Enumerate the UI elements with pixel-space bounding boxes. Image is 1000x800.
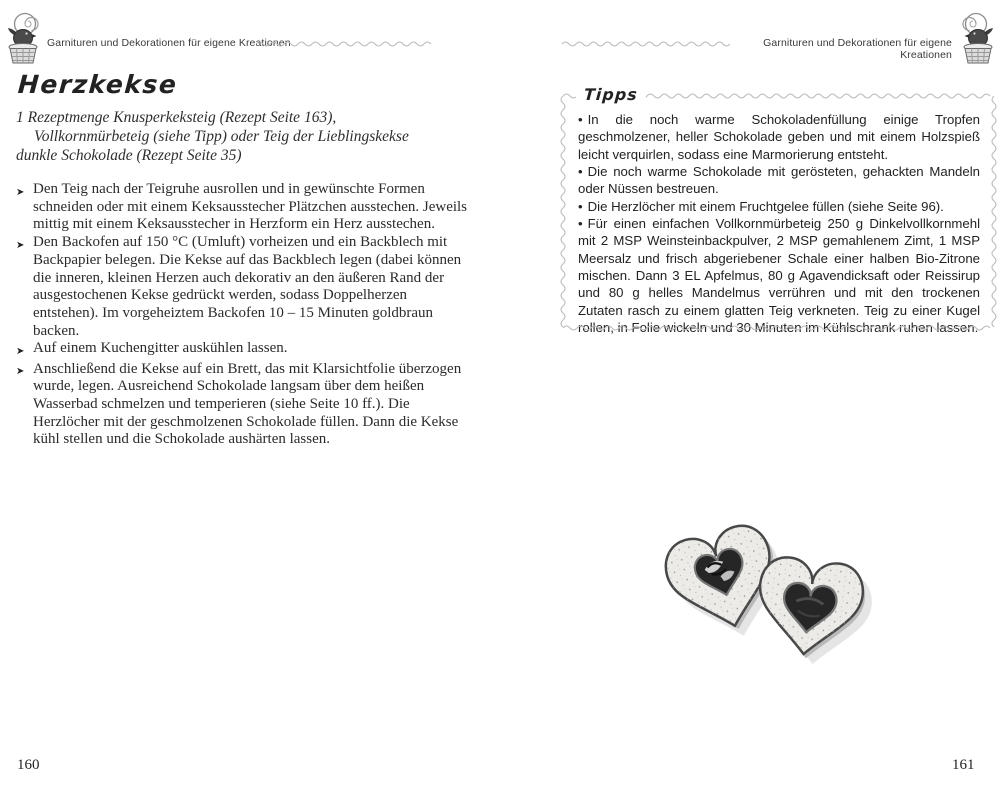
tip-item <box>578 111 980 163</box>
heart-cookies-illustration <box>652 522 882 702</box>
tips-list <box>578 111 980 336</box>
arrow-bullet-icon: ➤ <box>16 345 25 357</box>
tip-item <box>578 215 980 336</box>
intro-line: 1 Rezeptmenge Knusperkeksteig (Rezept Seite 163), <box>16 109 337 126</box>
wavy-divider <box>256 40 436 48</box>
instruction-step <box>16 181 468 234</box>
dot-bullet-icon: • <box>578 216 583 232</box>
intro-line: Vollkornmürbeteig (siehe Tipp) oder Teig der Lieblingskekse <box>34 128 409 145</box>
arrow-bullet-icon: ➤ <box>16 186 25 198</box>
mascot-bird-in-basket-icon <box>953 11 999 67</box>
page-number-right: 161 <box>952 757 975 773</box>
tip-text: In die noch warme Schokoladenfüllung einige Tropfen geschmolzener, heller Schokolade geben und mit einem Holzspieß leicht verquirlen, sodass eine Marmorierung entsteht. <box>578 112 980 162</box>
tip-text: Die noch warme Schokolade mit gerösteten, gehackten Mandeln oder Nüssen bestreuen. <box>578 164 980 197</box>
dot-bullet-icon: • <box>578 112 583 127</box>
tips-border-bottom <box>563 324 994 332</box>
step-text: Den Backofen auf 150 °C (Umluft) vorheizen und ein Backblech mit Backpapier belegen. Die Kekse auf das Backblech legen (dabei können die inneren, kleinen Herzen auch dekorativ an den äußeren Rand der ausgestochenen Kekse gedrückt werden, sodass Doppelherzen entstehen). Im vorgeheiztem Backofen 10 – 15 Minuten goldbraun backen. <box>33 234 462 339</box>
instruction-step <box>16 234 468 340</box>
arrow-bullet-icon: ➤ <box>16 366 25 378</box>
tip-text: Die Herzlöcher mit einem Fruchtgelee füllen (siehe Seite 96). <box>587 198 944 214</box>
wavy-divider <box>562 40 730 48</box>
step-text: Anschließend die Kekse auf ein Brett, das mit Klarsichtfolie überzogen wurde, legen. Ausreichend Schokolade langsam über dem heißen Wasserbad schmelzen und temperieren (siehe Seite 10 ff.). Die Herzlöcher mit der geschmolzenen Schokolade füllen. Dann die Kekse kühl stellen und die Schokolade aushärten lassen. <box>33 360 462 448</box>
instruction-step <box>16 361 468 450</box>
mascot-bird-in-basket-icon <box>2 11 48 67</box>
tips-border-left <box>559 96 567 328</box>
ingredient-intro <box>16 108 486 165</box>
arrow-bullet-icon: ➤ <box>16 239 25 251</box>
tip-text: Für einen einfachen Vollkornmürbeteig 250 g Dinkelvollkornmehl mit 2 MSP Weinsteinbackpulver, 2 MSP gemahlenem Zimt, 1 MSP Meersalz und frisch abgeriebener Schale einer halben Bio-Zitrone mischen. Dann 3 EL Apfelmus, 80 g Agavendicksaft oder Reissirup und 80 g helles Mandelmus verrühren und mit den trockenen Zutaten rasch zu einem glatten Teig verkneten. Teig zu einer Kugel rollen, in Folie wickeln und 30 Minuten im Kühlschrank ruhen lassen. <box>578 216 980 336</box>
step-text: Den Teig nach der Teigruhe ausrollen und in gewünschte Formen schneiden oder mit einem Keksausstecher Plätzchen ausstechen. Jeweils mittig mit einem Keksausstecher in Herzform ein Herz ausstechen. <box>33 181 468 233</box>
tips-border-right <box>990 96 998 328</box>
tip-item <box>578 198 980 215</box>
recipe-title: Herzkekse <box>17 70 179 99</box>
instruction-list <box>16 181 468 449</box>
tips-box <box>563 85 994 336</box>
step-text: Auf einem Kuchengitter auskühlen lassen. <box>33 340 288 357</box>
tip-item <box>578 163 980 198</box>
running-header-left: Garnituren und Dekorationen für eigene Kreationen <box>47 37 291 49</box>
heart-cookie-right <box>752 554 869 664</box>
intro-line: dunkle Schokolade (Rezept Seite 35) <box>16 147 242 164</box>
instruction-step <box>16 340 468 360</box>
tips-box-title: Tipps <box>575 85 646 104</box>
page-number-left: 160 <box>17 757 40 773</box>
running-header-right: Garnituren und Dekorationen für eigene Kreationen <box>763 37 952 61</box>
dot-bullet-icon: • <box>578 198 583 214</box>
dot-bullet-icon: • <box>578 164 583 180</box>
